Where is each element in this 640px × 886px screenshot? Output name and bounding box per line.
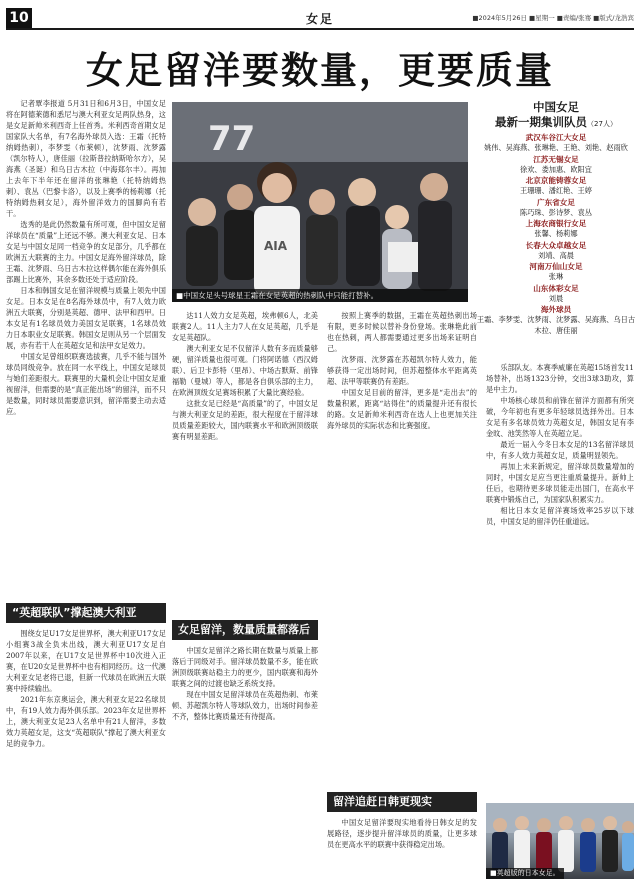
roster-subtitle-text: 最新一期集训队员 — [495, 115, 588, 129]
paragraph: 沈梦雨、沈梦露在苏超凯尔特人效力，能够获得一定出场时间，但苏超整体水平距离英超、法甲等联赛仍有差距。 — [327, 355, 477, 386]
paragraph: 这批女足已经是“高质量”的了，中国女足与澳大利亚女足的差距，很大程度在于留洋球员质量差距较大，国内联赛水平和欧洲顶级联赛有明显差距。 — [172, 399, 318, 441]
issue-meta: ■2024年5月26日 ■星期一 ■责编/张骞 ■版式/龙浩宾 — [472, 14, 634, 22]
roster-count: （27人） — [587, 120, 617, 128]
paragraph: 按照上赛季的数据，王霜在英超热刺出场有限，更多时候以替补身份登场。张琳艳此前也在热刺，两人都需要通过更多出场来证明自己。 — [327, 311, 477, 353]
club-name: 江苏无锡女足 — [533, 154, 579, 164]
headline: 女足留洋要数量，更要质量 — [86, 48, 554, 92]
paragraph: 中国女足留洋要现实地看待日韩女足的发展路径，逐步提升留洋球员的质量，让更多球员在更高水平的联赛中获得稳定出场。 — [327, 818, 477, 849]
roster-subtitle — [476, 115, 636, 132]
club-players: 张馨、杨莉娜 — [534, 229, 578, 238]
photo-caption: ■中国女足头号球星王霜在女足英超的热刺队中只能打替补。 — [172, 289, 468, 302]
club-name: 河南万仙山女足 — [529, 262, 583, 271]
club-name: 长春大众卓越女足 — [525, 240, 587, 250]
paragraph: 中场核心球员和前锋在留洋方面都有所突破，今年初也有更多年轻球员选择外出。日本女足有多名球员效力英超女足，韩国女足有李金旼、池笑然等人在英超立足。 — [486, 396, 634, 438]
article-column-1 — [6, 98, 166, 593]
paragraph: 中国女足留洋之路长期在数量与质量上都落后于同级对手。留洋球员数量不多，能在欧洲顶级联赛站稳主力的更少，国内联赛和海外联赛之间的过渡也缺乏系统支持。 — [172, 646, 318, 688]
paragraph: 再加上未来新规定，留洋球员数量增加的同时，中国女足应当更注重质量提升。新帅上任后，也期待更多球员能走出国门，在高水平联赛中锻炼自己，为国家队积累实力。 — [486, 462, 634, 504]
article-column-4 — [486, 362, 634, 798]
club-name: 山东体彩女足 — [533, 283, 579, 293]
roster-club-group — [476, 283, 636, 305]
paragraph: 2021年东京奥运会，澳大利亚女足22名球员中，有19人效力海外俱乐部。2023年女足世界杯上，澳大利亚女足23人名单中有21人留洋，多数效力英超女足，这支“英超联队”撑起了澳大利亚女足的竞争力。 — [6, 695, 166, 748]
paragraph: 日本和韩国女足在留洋规模与质量上领先中国女足。日本女足在8名海外球员中，有7人效力欧洲五大联赛，分别是英超、德甲、法甲和西甲。日本女足有1名球员效力美国女足联赛，1名球员效力日本职业女足联赛。韩国女足则从另一个层面发展，亦有若干人在英超女足和法甲女足效力。 — [6, 286, 166, 350]
article-column-3 — [327, 310, 477, 790]
paragraph: 现在中国女足留洋球员在英超热刺、布莱顿、苏超凯尔特人等球队效力，出场时间参差不齐，整体比赛质量还有待提高。 — [172, 690, 318, 721]
article-column-3b — [327, 817, 477, 880]
roster-club-group — [476, 197, 636, 219]
club-name: 海外球员 — [540, 305, 572, 314]
club-players: 张琳 — [548, 272, 564, 281]
roster-title: 中国女足 — [533, 100, 579, 114]
paragraph: 最近一届入今冬日本女足的13名留洋球员中，有多人效力英超女足，质量明显领先。 — [486, 440, 634, 460]
club-players: 姚伟、吴海燕、张琳艳、王艳、刘艳、赵雨欣 — [484, 143, 628, 152]
roster-club-group — [476, 132, 636, 154]
roster-club-group — [476, 154, 636, 176]
club-players: 刘晨 — [548, 293, 564, 303]
paragraph: 中国女足目前的留洋，更多是“走出去”的数量积累，距离“站得住”的质量提升还有很长的路。女足新帅米利西奇在选人上也更加关注海外球员的实际状态和比赛强度。 — [327, 388, 477, 430]
article-column-2 — [172, 310, 318, 615]
fans-photo-illustration — [172, 102, 468, 302]
subhead-japan-korea: 留洋追赶日韩更现实 — [327, 792, 477, 812]
paragraph: 相比日本女足留洋赛场效率25岁以下球员，中国女足的留洋仍任重道远。 — [486, 506, 634, 526]
club-name: 北京京能铸蓉女足 — [525, 176, 587, 185]
roster-club-group — [476, 218, 636, 240]
roster-club-group — [476, 261, 636, 283]
main-photo — [172, 102, 468, 302]
svg-text:77: 77 — [208, 119, 256, 159]
paragraph: 围绕女足U17女足世界杯，澳大利亚U17女足小组赛3战全负未出线，澳大利亚U17女足自2007年以来，在U17女足世界杯中10次进入正赛，在U20女足世界杯中也有相同经历。这一代澳大利亚女足老将已退，但新一代球员在欧洲五大联赛中持续输出。 — [6, 629, 166, 693]
club-players: 刘靖、高晨 — [538, 250, 574, 260]
section-title: 女足 — [306, 12, 335, 26]
paragraph: 乐部队友。本赛季威廉在英超15场首发11场替补，出场1323分钟，交出3球3助攻，算是中主力。 — [486, 363, 634, 394]
paragraph: 达11人效力女足英超，埃弗顿6人，北美联赛2人。11人主力7人在女足英超，几乎是女足英超队。 — [172, 311, 318, 342]
club-players: 王霜、李梦雯、沈梦雨、沈梦露、吴海燕、乌日古木拉、唐佳丽 — [476, 315, 636, 335]
club-name: 上海农商银行女足 — [525, 219, 587, 228]
roster-club-group — [476, 304, 636, 336]
subhead-australia: “英超联队”撑起澳大利亚 — [6, 603, 166, 623]
paragraph: 中国女足曾组织联赛选拔赛，几乎不能与国外球员同级竞争。放在同一水平线上，中国女足球员与她们差距很大。联赛里的大量机会让中国女足重视留洋，但需要的是“真正能出场”的留洋，而不只是数量，同时球员需要意识到，留洋需要主动去适应。 — [6, 352, 166, 416]
club-players: 徐欢、娄加惠、欧阳宜 — [520, 164, 592, 174]
subhead-quality: 女足留洋，数量质量都落后 — [172, 620, 318, 640]
paragraph: 澳大利亚女足不仅留洋人数有多而质量够硬，留洋质量也很可观。门将阿诺德（西汉姆联）、后卫卡彭特（里昂）、中场古默斯、前锋福勒（曼城）等人，都是各自俱乐部的主力，在欧洲顶级女足赛场积累了大量比赛经验。 — [172, 344, 318, 397]
roster-club-group — [476, 175, 636, 197]
article-column-1b — [6, 628, 166, 880]
page-number: 10 — [6, 8, 32, 28]
paragraph: 记者覃李报道 5月31日和6月3日，中国女足将在阿德莱德和悉尼与澳大利亚女足两队热身，这是女足新帅米利西奇上任首秀。米利西奇首期女足国家队大名单，有7名海外球员入选：王霜（托特纳姆热刺），李梦雯（布莱顿），沈梦雨、沈梦露（凯尔特人），唐佳丽（拉斯普拉纳斯哈尔方），吴海燕（圣诞）和乌日古木拉（中海郑尔丰）。再加上去年下半年还在留洋的张琳艳（托特纳姆热刺）、袁丛（巴黎卡洛），以及上赛季的杨莉娜（托特纳姆热刺女足），海外留洋效力的国脚尚有若干。 — [6, 99, 166, 218]
club-players: 王珊珊、潘红艳、王婷 — [520, 186, 592, 195]
club-name: 广东省女足 — [537, 197, 575, 207]
paragraph: 选秀的是此仍然数量有所可观，但中国女足留洋球员在“质量”上还远不够。澳大利亚女足、日本女足与中国女足同一档竞争的女足部分，几乎都在欧洲五大联赛的主力。中国女足海外留洋球员，除王霜、沈梦雨、乌日古木拉这样偶尔能在海外俱乐部踢上比赛外，其余多数还处于适应阶段。 — [6, 220, 166, 284]
club-players: 陈巧珠、彭诗梦、袁丛 — [520, 207, 592, 217]
page-header — [6, 8, 634, 30]
club-name: 武汉车谷江大女足 — [525, 133, 587, 142]
article-column-2b — [172, 645, 318, 880]
small-photo-caption: ■英超版的日本女足。 — [486, 868, 564, 879]
roster-club-group — [476, 240, 636, 262]
svg-text:AIA: AIA — [264, 239, 288, 253]
japan-team-photo — [486, 803, 634, 879]
squad-roster — [476, 100, 636, 358]
